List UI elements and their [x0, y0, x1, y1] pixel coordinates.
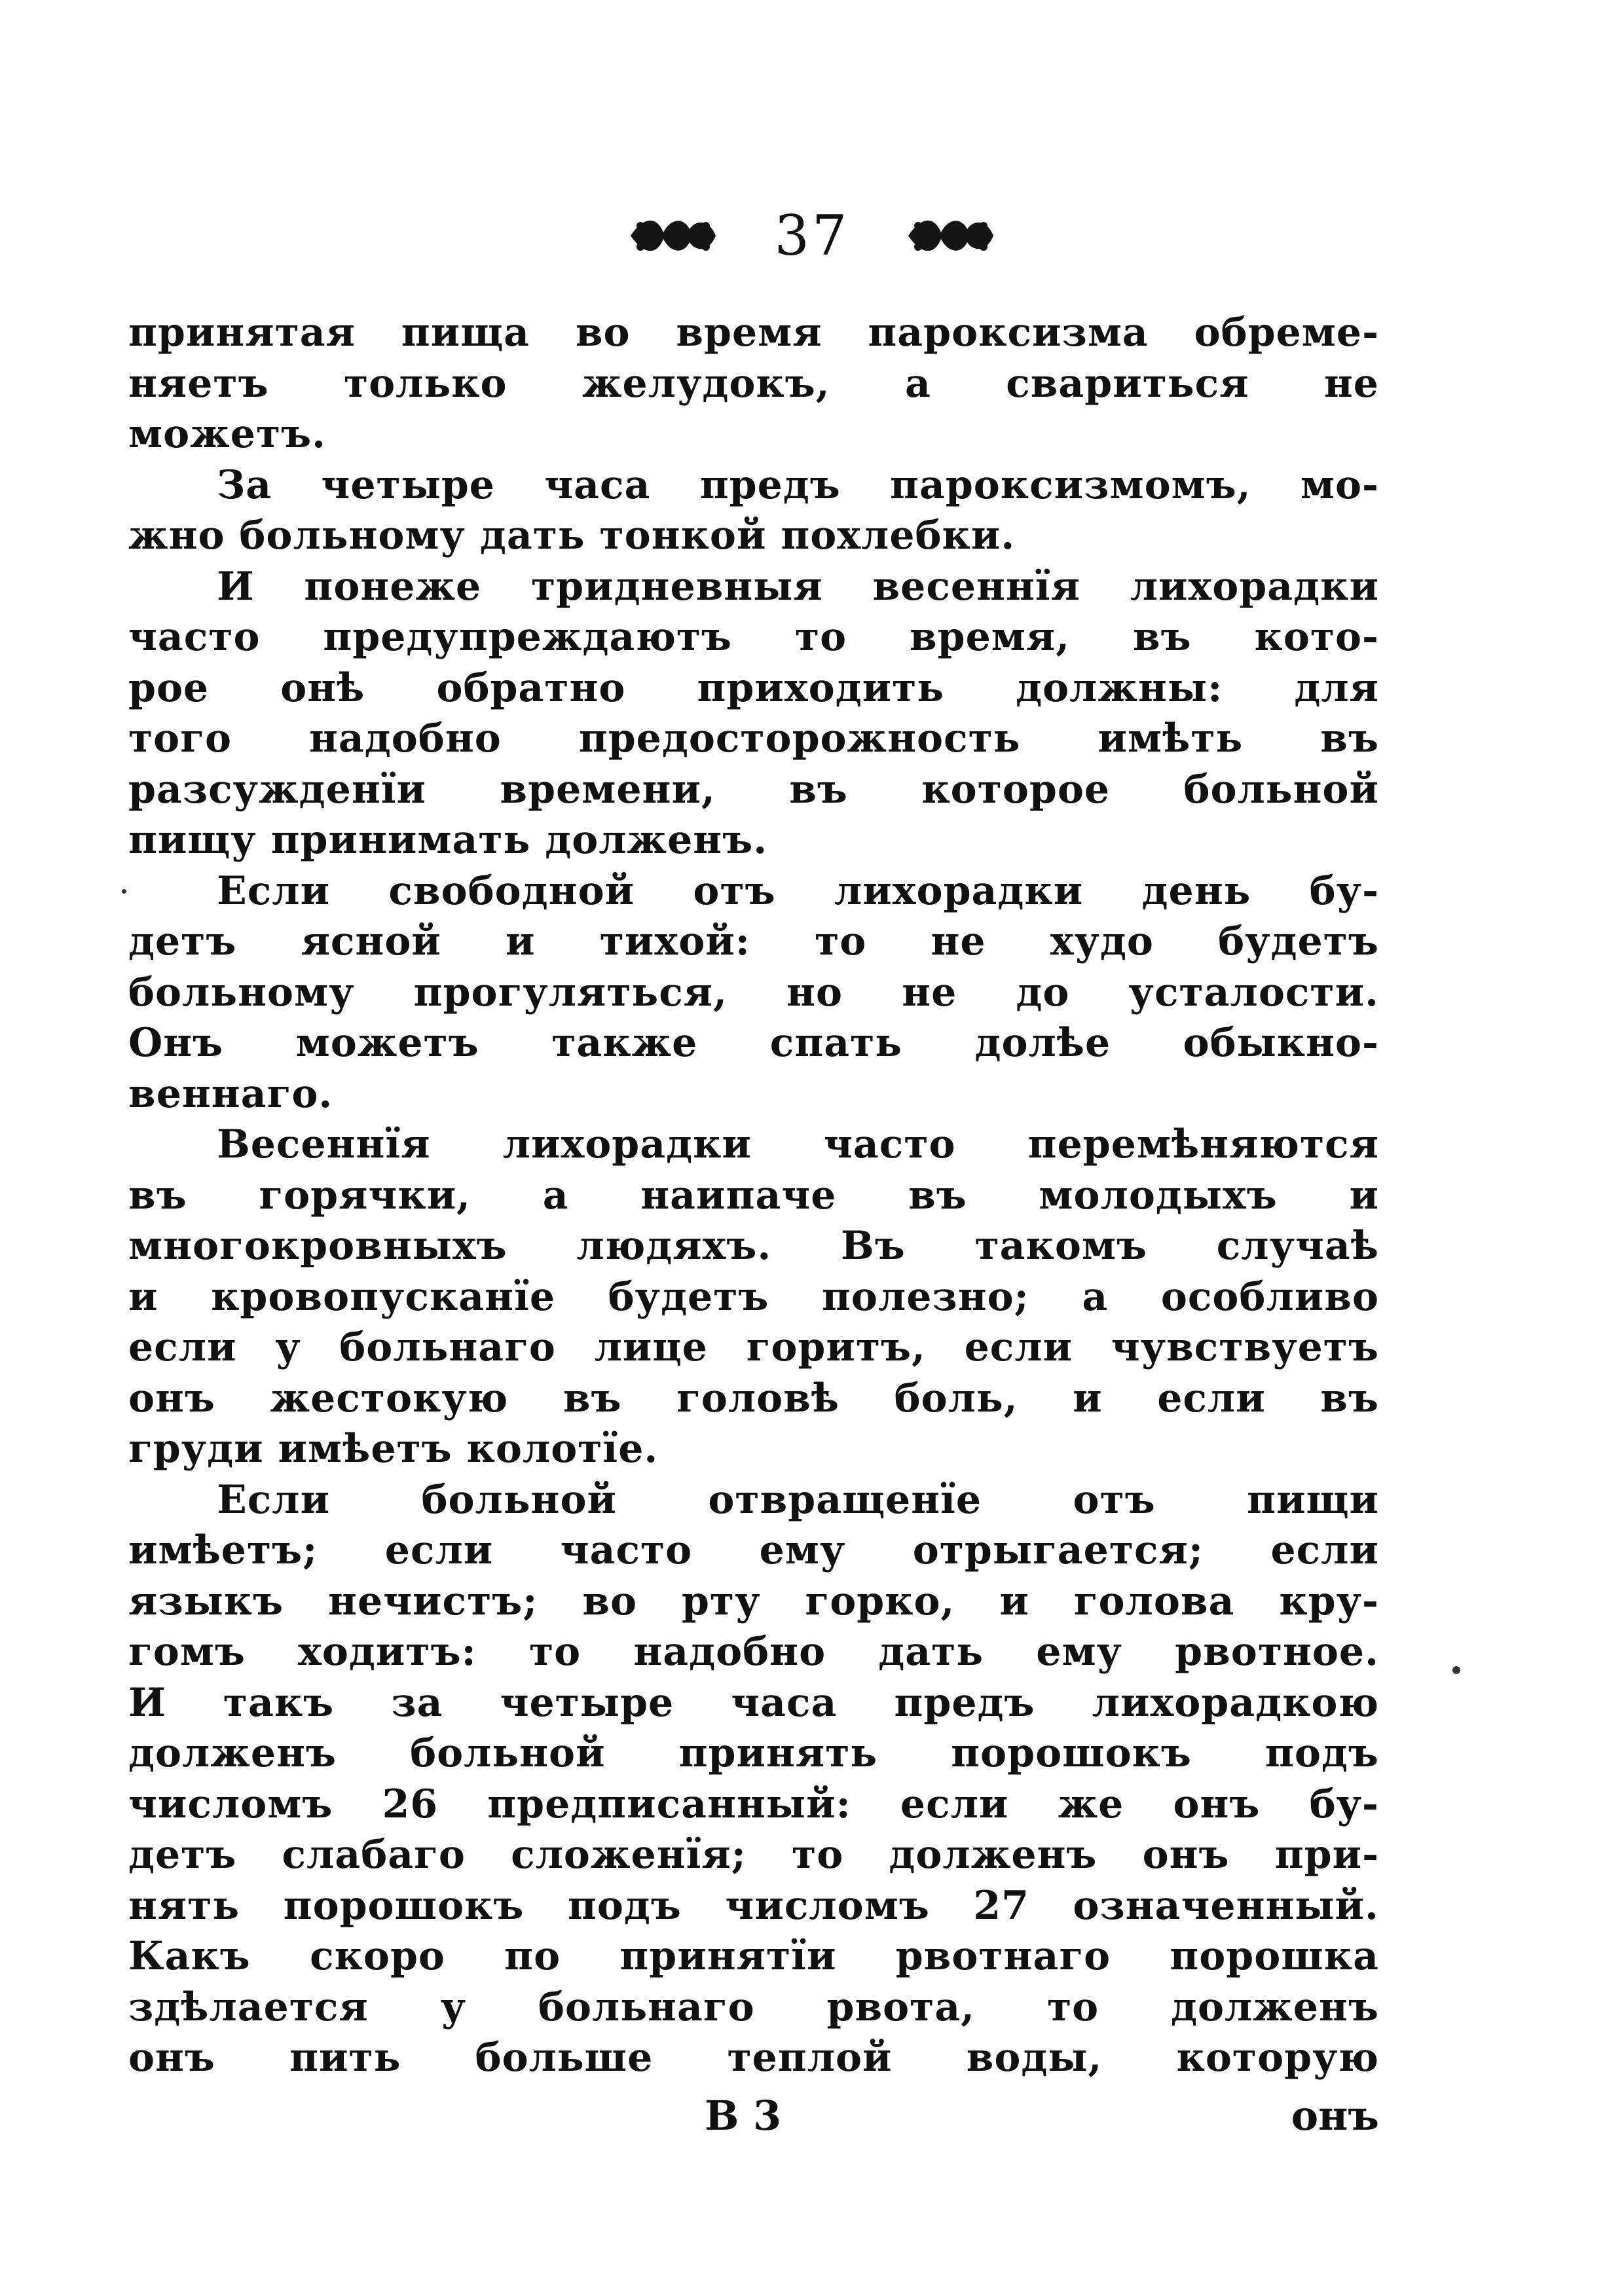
word: предъ [699, 462, 841, 508]
page-footer [128, 2092, 1379, 2144]
word: четыре [321, 462, 495, 508]
word: больной [410, 1730, 606, 1776]
text-line [128, 1272, 1379, 1323]
word: онъ [1142, 1832, 1230, 1878]
word: долженъ [1170, 1984, 1379, 2030]
text-line [128, 1525, 1379, 1576]
text-line [128, 1374, 1379, 1425]
word: если [964, 1324, 1073, 1370]
word: ходитъ: [298, 1629, 477, 1675]
text-line: пищу принимать долженъ. [128, 817, 768, 863]
word: того [128, 716, 232, 761]
word: рвотное. [1175, 1629, 1379, 1675]
word: то [815, 919, 867, 964]
word: въ [563, 1375, 622, 1421]
text-line [128, 866, 1379, 917]
fleuron-left-icon [624, 206, 722, 265]
word: будетъ [1218, 919, 1379, 964]
word: жестокую [270, 1375, 509, 1421]
word: И [217, 563, 255, 610]
word: но [786, 969, 843, 1015]
word: слабаго [282, 1832, 466, 1878]
word: 27 [973, 1882, 1029, 1929]
word: отвращенїе [708, 1476, 982, 1523]
word: надобно [309, 716, 502, 761]
word: время [676, 310, 822, 355]
word: рту [681, 1578, 761, 1624]
word: кровопусканїе [211, 1273, 556, 1320]
word: отрыгается; [912, 1527, 1204, 1573]
signature-mark: В 3 [705, 2092, 782, 2140]
word: И [128, 1679, 166, 1726]
word: усталости. [1128, 969, 1379, 1015]
word: Какъ [128, 1933, 251, 1979]
word: ему [759, 1527, 846, 1573]
text-line [128, 460, 1379, 511]
text-line [128, 1322, 1379, 1374]
word: а [542, 1172, 569, 1218]
word: въ [1320, 1375, 1379, 1421]
word: худо [1050, 919, 1154, 964]
word: предписанный: [487, 1781, 851, 1827]
word: принятїи [619, 1933, 837, 1979]
word: отъ [693, 867, 776, 914]
text-line [128, 1120, 1379, 1171]
word: лихорадкою [1092, 1679, 1379, 1726]
word: перемѣняются [1027, 1121, 1379, 1167]
word: ясной [301, 919, 441, 964]
word: то [528, 1629, 581, 1675]
word: не [902, 969, 957, 1015]
word: не [931, 919, 986, 964]
word: горитъ, [746, 1324, 926, 1370]
word: времени, [500, 766, 716, 812]
text-line [128, 2033, 1379, 2084]
text-line [128, 1881, 1379, 1932]
text-line: веннаго. [128, 1070, 333, 1117]
word: полезно; [822, 1273, 1029, 1320]
text-line [128, 1779, 1379, 1831]
word: то [794, 614, 847, 660]
word: надобно [633, 1629, 826, 1675]
word: во [582, 1578, 638, 1624]
word: бу- [1309, 867, 1379, 914]
word: случаѣ [1216, 1223, 1379, 1269]
text-line [128, 1018, 1379, 1069]
word: которую [1176, 2035, 1379, 2081]
word: если [384, 1527, 494, 1573]
word: въ [1320, 716, 1379, 761]
word: особливо [1160, 1273, 1379, 1320]
word: кото- [1254, 614, 1379, 660]
word: въ [128, 1172, 187, 1218]
word: у [275, 1324, 301, 1370]
text-line [128, 359, 1379, 410]
word: порошка [1170, 1933, 1379, 1979]
text-line [128, 1576, 1379, 1628]
word: бу- [1309, 1781, 1379, 1827]
word: лице [594, 1324, 708, 1370]
word: пароксизма [868, 310, 1149, 355]
word: скоро [310, 1933, 445, 1979]
word: чувствуетъ [1111, 1324, 1379, 1370]
word: Весеннїя [217, 1121, 431, 1167]
word: приходить [697, 665, 945, 711]
word: пить [289, 2035, 401, 2081]
word: онъ [128, 2035, 215, 2081]
word: часа [731, 1679, 838, 1726]
word: въ [1132, 614, 1192, 660]
word: мо- [1300, 462, 1379, 508]
catchword: онъ [1291, 2092, 1379, 2140]
word: кру- [1279, 1578, 1379, 1624]
word: Онъ [128, 1020, 224, 1066]
word: рвота, [826, 1984, 976, 2030]
word: до [1016, 969, 1070, 1015]
word: отъ [1073, 1476, 1156, 1523]
word: часто [560, 1527, 693, 1573]
text-line [128, 1982, 1379, 2033]
word: свободной [388, 867, 635, 914]
word: подъ [1265, 1730, 1379, 1776]
word: тридневныя [530, 563, 823, 610]
page-header [0, 196, 1624, 275]
word: можетъ [295, 1020, 479, 1066]
word: ему [1036, 1629, 1122, 1675]
word: порошокъ [951, 1730, 1192, 1776]
word: теплой [727, 2035, 893, 2081]
word: за [391, 1679, 443, 1726]
text-line: груди имѣетъ колотїе. [128, 1426, 659, 1472]
word: и [999, 1578, 1029, 1624]
word: лихорадки [502, 1121, 752, 1167]
word: молодыхъ [1039, 1172, 1278, 1218]
word: и [128, 1273, 158, 1320]
word: голова [1073, 1578, 1235, 1624]
word: у [440, 1984, 467, 2030]
word: не [1323, 360, 1379, 407]
word: часто [128, 614, 261, 660]
word: больнаго [538, 1984, 755, 2030]
word: горко, [805, 1578, 955, 1624]
text-line [128, 1171, 1379, 1222]
word: здѣлается [128, 1984, 369, 2030]
word: Если [217, 1476, 331, 1523]
word: въ [908, 1172, 967, 1218]
word: долженъ [128, 1730, 337, 1776]
word: языкъ [128, 1578, 284, 1624]
ink-speck [122, 889, 126, 894]
word: то [792, 1832, 844, 1878]
word: будетъ [608, 1273, 769, 1320]
word: которое [921, 766, 1111, 812]
word: въ [789, 766, 848, 812]
word: нять [128, 1882, 240, 1929]
word: разсужденїи [128, 766, 427, 812]
word: больному [128, 969, 355, 1015]
text-line [128, 562, 1379, 613]
word: боль, [894, 1375, 1018, 1421]
word: онѣ [280, 665, 365, 711]
word: время, [909, 614, 1071, 660]
text-line [128, 1475, 1379, 1526]
text-line [128, 714, 1379, 765]
text-line [128, 968, 1379, 1019]
word: больной [421, 1476, 617, 1523]
word: лихорадки [1130, 563, 1379, 610]
word: пищи [1247, 1476, 1379, 1523]
body-text [128, 308, 1379, 2084]
word: четыре [500, 1679, 674, 1726]
text-line [128, 1627, 1379, 1678]
word: прогуляться, [413, 969, 728, 1015]
word: и [1073, 1375, 1103, 1421]
ink-speck [1452, 1666, 1460, 1674]
word: больной [1183, 766, 1379, 812]
word: За [217, 462, 272, 508]
word: больше [475, 2035, 654, 2081]
word: такомъ [974, 1223, 1148, 1269]
word: должны: [1016, 665, 1223, 711]
word: тихой: [599, 919, 750, 964]
word: день [1141, 867, 1251, 914]
word: наипаче [640, 1172, 837, 1218]
word: подъ [567, 1882, 682, 1929]
word: и [506, 919, 536, 964]
word: порошокъ [283, 1882, 525, 1929]
word: 26 [382, 1781, 439, 1827]
word: и [1349, 1172, 1379, 1218]
word: весеннїя [872, 563, 1080, 610]
word: пароксизмомъ, [890, 462, 1251, 508]
word: больнаго [339, 1324, 556, 1370]
word: если [1157, 1375, 1266, 1421]
word: при- [1274, 1832, 1379, 1878]
word: же [1058, 1781, 1124, 1827]
word: воды, [966, 2035, 1103, 2081]
word: если [900, 1781, 1009, 1827]
word: лихорадки [834, 867, 1084, 914]
text-line [128, 765, 1379, 816]
word: свариться [1006, 360, 1249, 407]
text-line: жно больному дать тонкой похлебки. [128, 513, 1016, 558]
word: означенный. [1073, 1882, 1379, 1929]
word: предъ [894, 1679, 1035, 1726]
word: онъ [128, 1375, 215, 1421]
word: многокровныхъ [128, 1223, 507, 1269]
word: пища [401, 310, 530, 355]
word: также [551, 1020, 698, 1066]
word: только [343, 360, 507, 407]
word: предосторожность [578, 716, 1021, 761]
word: долженъ [889, 1832, 1098, 1878]
word: понеже [304, 563, 482, 610]
word: часа [544, 462, 651, 508]
word: имѣть [1098, 716, 1244, 761]
word: няетъ [128, 360, 269, 407]
word: такъ [223, 1679, 335, 1726]
text-line [128, 1678, 1379, 1729]
word: числомъ [128, 1781, 333, 1827]
word: а [904, 360, 931, 407]
word: детъ [128, 919, 237, 964]
word: часто [824, 1121, 956, 1167]
text-line [128, 917, 1379, 968]
word: гомъ [128, 1629, 246, 1675]
word: принятая [128, 310, 356, 355]
word: обыкно- [1183, 1020, 1379, 1066]
text-line: можетъ. [128, 411, 326, 457]
word: долѣе [974, 1020, 1111, 1066]
word: то [1046, 1984, 1099, 2030]
word: Въ [840, 1223, 906, 1269]
text-line [128, 1830, 1379, 1881]
word: предупреждаютъ [323, 614, 733, 660]
word: имѣетъ; [128, 1527, 318, 1573]
word: нечистъ; [328, 1578, 538, 1624]
word: сложенїя; [511, 1832, 747, 1878]
word: обреме- [1194, 310, 1379, 355]
word: спать [769, 1020, 903, 1066]
word: числомъ [725, 1882, 930, 1929]
word: дать [878, 1629, 984, 1675]
page-number: 37 [774, 204, 850, 268]
word: обратно [436, 665, 626, 711]
word: горячки, [259, 1172, 471, 1218]
text-line [128, 663, 1379, 714]
word: рое [128, 665, 210, 711]
text-line [128, 1221, 1379, 1272]
word: головѣ [676, 1375, 840, 1421]
word: по [504, 1933, 561, 1979]
word: если [128, 1324, 237, 1370]
word: принять [678, 1730, 878, 1776]
text-line [128, 612, 1379, 663]
word: для [1294, 665, 1379, 711]
word: во [575, 310, 631, 355]
word: а [1082, 1273, 1109, 1320]
word: Если [217, 867, 331, 914]
text-line [128, 308, 1379, 359]
word: людяхъ. [576, 1223, 772, 1269]
word: онъ [1173, 1781, 1261, 1827]
word: желудокъ, [581, 360, 830, 407]
word: если [1270, 1527, 1379, 1573]
text-line [128, 1931, 1379, 1982]
word: детъ [128, 1832, 237, 1878]
text-line [128, 1728, 1379, 1779]
word: рвотнаго [895, 1933, 1111, 1979]
fleuron-right-icon [902, 206, 1000, 265]
